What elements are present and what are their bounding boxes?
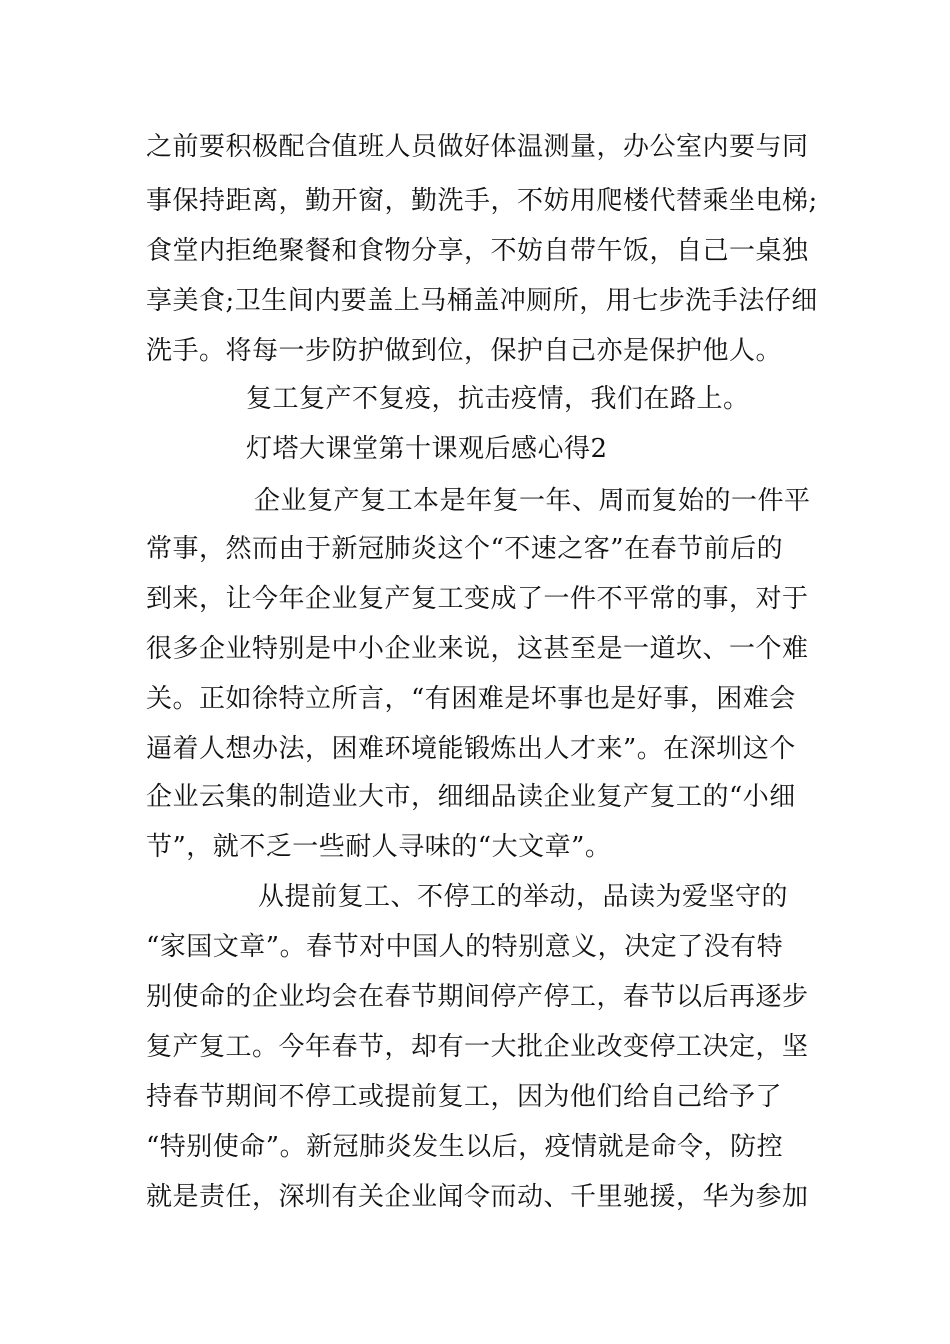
body-text-line: 之前要积极配合值班人员做好体温测量，办公室内要与同 [146,132,809,162]
body-text-line: 洗手。将每一步防护做到位，保护自己亦是保护他人。 [146,336,783,366]
body-text-line: 常事，然而由于新冠肺炎这个“不速之客”在春节前后的 [146,534,784,564]
body-text-line: 食堂内拒绝聚餐和食物分享，不妨自带午饭，自己一桌独 [146,236,809,266]
body-text-line: 节”，就不乏一些耐人寻味的“大文章”。 [146,832,612,862]
section-title: 灯塔大课堂第十课观后感心得2 [246,434,608,464]
body-text-line: 关。正如徐特立所言，“有困难是坏事也是好事，困难会 [146,684,796,714]
body-text-line: 企业云集的制造业大市，细细品读企业复产复工的“小细 [146,782,796,812]
body-text-line: 事保持距离，勤开窗，勤洗手，不妨用爬楼代替乘坐电梯; [146,186,818,216]
body-text-line: 逼着人想办法，困难环境能锻炼出人才来”。在深圳这个 [146,734,796,764]
body-text-line: 到来，让今年企业复产复工变成了一件不平常的事，对于 [146,584,809,614]
body-text-line: “家国文章”。春节对中国人的特别意义，决定了没有特 [146,932,784,962]
body-text-line: 很多企业特别是中小企业来说，这甚至是一道坎、一个难 [146,634,809,664]
body-text-line: 就是责任，深圳有关企业闻令而动、千里驰援，华为参加 [146,1182,809,1212]
closing-slogan: 复工复产不复疫，抗击疫情，我们在路上。 [246,384,750,414]
body-text-line: 复产复工。今年春节，却有一大批企业改变停工决定，坚 [146,1032,809,1062]
body-text-line: 享美食;卫生间内要盖上马桶盖冲厕所，用七步洗手法仔细 [146,286,818,316]
body-text-line: 别使命的企业均会在春节期间停产停工，春节以后再逐步 [146,982,809,1012]
body-text-line: “特别使命”。新冠肺炎发生以后，疫情就是命令，防控 [146,1132,784,1162]
body-text-line: 企业复产复工本是年复一年、周而复始的一件平 [254,486,811,516]
body-text-line: 从提前复工、不停工的举动，品读为爱坚守的 [258,882,789,912]
body-text-line: 持春节期间不停工或提前复工，因为他们给自己给予了 [146,1082,783,1112]
